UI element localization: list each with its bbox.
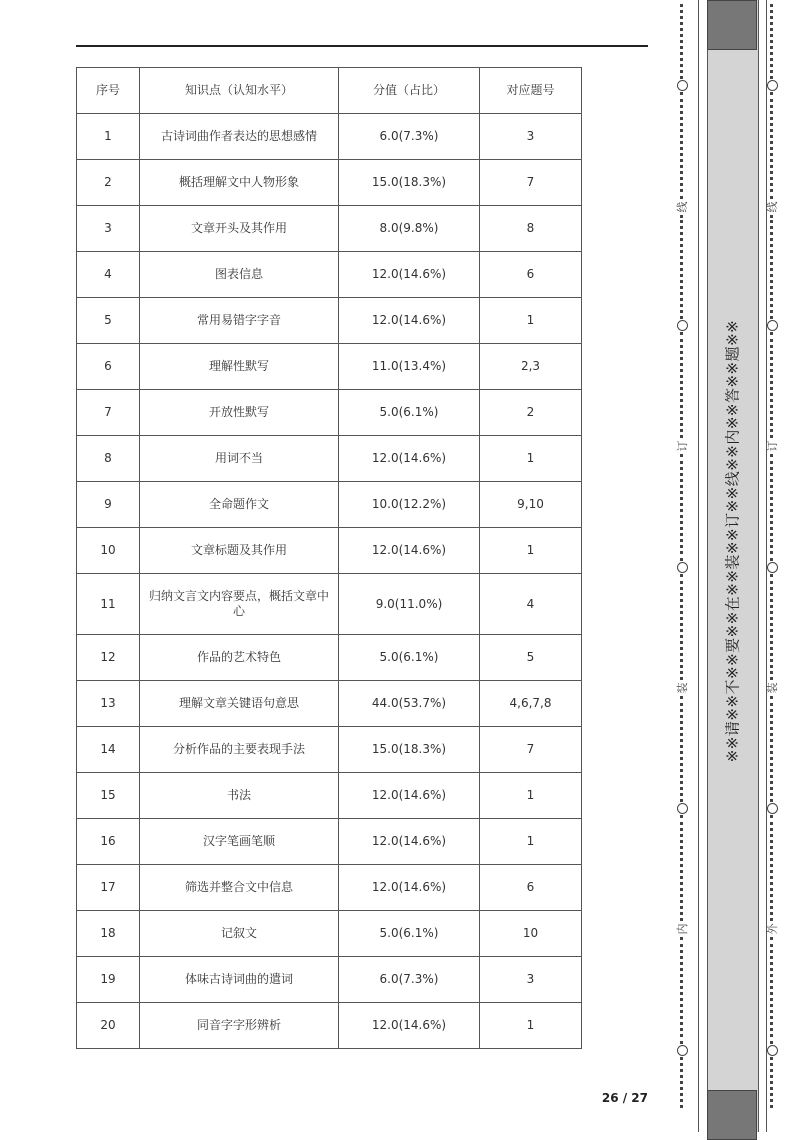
- outer-dotted-segment: [770, 332, 773, 438]
- inner-binding-line: [674, 0, 692, 1132]
- cell-knowledge-point: 图表信息: [140, 252, 339, 298]
- table-row: [77, 819, 582, 865]
- cell-knowledge-point: 同音字字形辨析: [140, 1003, 339, 1049]
- cell-knowledge-point: 文章开头及其作用: [140, 206, 339, 252]
- cell-question-no: 4: [480, 574, 582, 635]
- table-row: [77, 957, 582, 1003]
- cell-index: 8: [77, 436, 140, 482]
- cell-index: 10: [77, 528, 140, 574]
- binding-block-top: [707, 0, 757, 50]
- cell-knowledge-point: 全命题作文: [140, 482, 339, 528]
- cell-score: 10.0(12.2%): [339, 482, 480, 528]
- cell-knowledge-point: 书法: [140, 773, 339, 819]
- inner-binding-label: 线: [677, 199, 689, 215]
- cell-knowledge-point: 记叙文: [140, 911, 339, 957]
- binding-rail-left: [698, 0, 699, 1132]
- cell-index: 19: [77, 957, 140, 1003]
- inner-dotted-segment: [680, 4, 683, 79]
- cell-score: 12.0(14.6%): [339, 528, 480, 574]
- cell-question-no: 1: [480, 773, 582, 819]
- table-row: [77, 390, 582, 436]
- inner-circle-icon: [677, 320, 688, 331]
- cell-question-no: 7: [480, 160, 582, 206]
- cell-question-no: 7: [480, 727, 582, 773]
- cell-knowledge-point: 作品的艺术特色: [140, 635, 339, 681]
- cell-knowledge-point: 理解文章关键语句意思: [140, 681, 339, 727]
- outer-circle-icon: [767, 562, 778, 573]
- cell-score: 6.0(7.3%): [339, 114, 480, 160]
- outer-circle-icon: [767, 320, 778, 331]
- table-row: [77, 206, 582, 252]
- cell-knowledge-point: 概括理解文中人物形象: [140, 160, 339, 206]
- table-body: [77, 114, 582, 1049]
- table-row: [77, 482, 582, 528]
- cell-score: 15.0(18.3%): [339, 160, 480, 206]
- cell-index: 11: [77, 574, 140, 635]
- header-knowledge-point: 知识点（认知水平）: [140, 68, 339, 114]
- header-question-no: 对应题号: [480, 68, 582, 114]
- header-score: 分值（占比）: [339, 68, 480, 114]
- cell-index: 20: [77, 1003, 140, 1049]
- cell-score: 15.0(18.3%): [339, 727, 480, 773]
- cell-score: 44.0(53.7%): [339, 681, 480, 727]
- header-index: 序号: [77, 68, 140, 114]
- outer-circle-icon: [767, 80, 778, 91]
- inner-binding-label: 装: [677, 680, 689, 696]
- binding-block-bottom: [707, 1090, 757, 1140]
- cell-index: 15: [77, 773, 140, 819]
- cell-knowledge-point: 文章标题及其作用: [140, 528, 339, 574]
- cell-score: 12.0(14.6%): [339, 252, 480, 298]
- cell-question-no: 1: [480, 298, 582, 344]
- outer-dotted-segment: [770, 1057, 773, 1108]
- outer-dotted-segment: [770, 215, 773, 319]
- outer-dotted-segment: [770, 4, 773, 79]
- knowledge-table: [76, 67, 582, 1049]
- outer-dotted-segment: [770, 937, 773, 1044]
- cell-score: 5.0(6.1%): [339, 911, 480, 957]
- cell-knowledge-point: 体味古诗词曲的遣词: [140, 957, 339, 1003]
- cell-question-no: 9,10: [480, 482, 582, 528]
- cell-index: 18: [77, 911, 140, 957]
- cell-question-no: 2,3: [480, 344, 582, 390]
- inner-dotted-segment: [680, 92, 683, 199]
- table-row: [77, 911, 582, 957]
- outer-binding-label: 订: [767, 438, 779, 454]
- cell-score: 11.0(13.4%): [339, 344, 480, 390]
- cell-score: 5.0(6.1%): [339, 390, 480, 436]
- cell-score: 12.0(14.6%): [339, 773, 480, 819]
- cell-question-no: 2: [480, 390, 582, 436]
- table-row: [77, 344, 582, 390]
- cell-knowledge-point: 分析作品的主要表现手法: [140, 727, 339, 773]
- cell-question-no: 3: [480, 957, 582, 1003]
- cell-score: 8.0(9.8%): [339, 206, 480, 252]
- outer-binding-label: 线: [767, 199, 779, 215]
- cell-knowledge-point: 用词不当: [140, 436, 339, 482]
- cell-index: 6: [77, 344, 140, 390]
- outer-dotted-segment: [770, 815, 773, 921]
- inner-circle-icon: [677, 80, 688, 91]
- inner-dotted-segment: [680, 696, 683, 802]
- cell-score: 6.0(7.3%): [339, 957, 480, 1003]
- table-row: [77, 160, 582, 206]
- cell-knowledge-point: 理解性默写: [140, 344, 339, 390]
- cell-index: 9: [77, 482, 140, 528]
- cell-index: 16: [77, 819, 140, 865]
- inner-dotted-segment: [680, 454, 683, 561]
- cell-index: 3: [77, 206, 140, 252]
- cell-question-no: 6: [480, 865, 582, 911]
- header-rule: [76, 45, 648, 47]
- cell-index: 4: [77, 252, 140, 298]
- inner-dotted-segment: [680, 215, 683, 319]
- cell-question-no: 6: [480, 252, 582, 298]
- table-row: [77, 436, 582, 482]
- cell-knowledge-point: 汉字笔画笔顺: [140, 819, 339, 865]
- cell-index: 14: [77, 727, 140, 773]
- table-row: [77, 574, 582, 635]
- outer-binding-label: 装: [767, 680, 779, 696]
- inner-circle-icon: [677, 1045, 688, 1056]
- inner-dotted-segment: [680, 332, 683, 438]
- cell-question-no: 8: [480, 206, 582, 252]
- cell-index: 5: [77, 298, 140, 344]
- inner-circle-icon: [677, 562, 688, 573]
- table-row: [77, 528, 582, 574]
- outer-binding-line: [764, 0, 782, 1132]
- table-row: [77, 865, 582, 911]
- cell-index: 7: [77, 390, 140, 436]
- inner-dotted-segment: [680, 815, 683, 921]
- inner-binding-label: 内: [677, 921, 689, 937]
- cell-score: 5.0(6.1%): [339, 635, 480, 681]
- inner-dotted-segment: [680, 937, 683, 1044]
- table-row: [77, 114, 582, 160]
- cell-score: 12.0(14.6%): [339, 436, 480, 482]
- cell-knowledge-point: 古诗词曲作者表达的思想感情: [140, 114, 339, 160]
- table-row: [77, 681, 582, 727]
- cell-question-no: 1: [480, 1003, 582, 1049]
- cell-question-no: 1: [480, 528, 582, 574]
- table-row: [77, 773, 582, 819]
- outer-circle-icon: [767, 803, 778, 814]
- outer-dotted-segment: [770, 454, 773, 561]
- inner-binding-label: 订: [677, 438, 689, 454]
- cell-knowledge-point: 开放性默写: [140, 390, 339, 436]
- table-row: [77, 298, 582, 344]
- cell-index: 12: [77, 635, 140, 681]
- cell-question-no: 10: [480, 911, 582, 957]
- cell-knowledge-point: 常用易错字字音: [140, 298, 339, 344]
- table-row: [77, 1003, 582, 1049]
- outer-dotted-segment: [770, 696, 773, 802]
- cell-index: 17: [77, 865, 140, 911]
- outer-dotted-segment: [770, 92, 773, 199]
- cell-question-no: 5: [480, 635, 582, 681]
- outer-binding-label: 外: [767, 921, 779, 937]
- table-row: [77, 252, 582, 298]
- page-number: 26 / 27: [601, 1091, 648, 1105]
- inner-circle-icon: [677, 803, 688, 814]
- cell-score: 12.0(14.6%): [339, 819, 480, 865]
- table-row: [77, 635, 582, 681]
- table-row: [77, 727, 582, 773]
- cell-question-no: 4,6,7,8: [480, 681, 582, 727]
- cell-index: 2: [77, 160, 140, 206]
- cell-index: 1: [77, 114, 140, 160]
- cell-question-no: 3: [480, 114, 582, 160]
- inner-dotted-segment: [680, 574, 683, 680]
- cell-score: 12.0(14.6%): [339, 298, 480, 344]
- outer-dotted-segment: [770, 574, 773, 680]
- binding-notice: ※※请※※不※※要※※在※※装※※订※※线※※内※※答※※题※※: [723, 319, 742, 763]
- cell-index: 13: [77, 681, 140, 727]
- cell-knowledge-point: 归纳文言文内容要点，概括文章中心: [140, 574, 339, 635]
- inner-dotted-segment: [680, 1057, 683, 1108]
- cell-score: 9.0(11.0%): [339, 574, 480, 635]
- cell-question-no: 1: [480, 436, 582, 482]
- cell-score: 12.0(14.6%): [339, 865, 480, 911]
- outer-circle-icon: [767, 1045, 778, 1056]
- table-header-row: [77, 68, 582, 114]
- cell-knowledge-point: 筛选并整合文中信息: [140, 865, 339, 911]
- cell-question-no: 1: [480, 819, 582, 865]
- cell-score: 12.0(14.6%): [339, 1003, 480, 1049]
